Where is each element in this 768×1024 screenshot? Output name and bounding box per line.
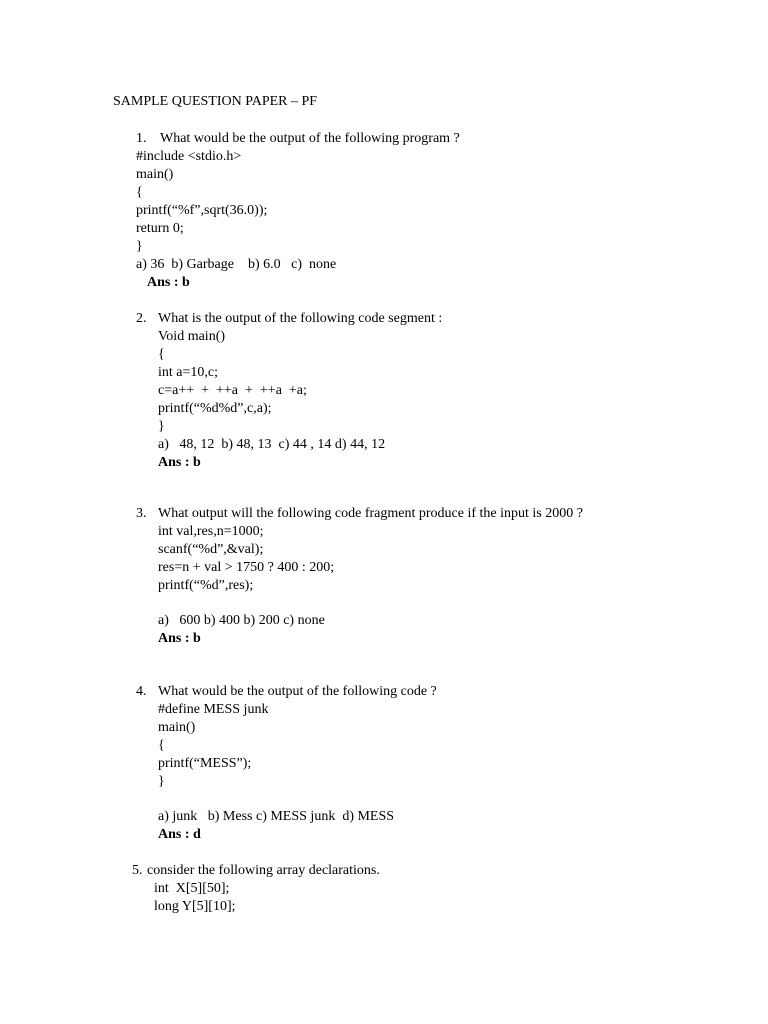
code-line: { (158, 738, 165, 753)
answer-key: Ans : b (147, 275, 190, 290)
answer-key: Ans : d (158, 827, 201, 842)
code-line: { (136, 185, 143, 200)
code-line: Void main() (158, 329, 226, 344)
question-number: 3. (136, 506, 147, 521)
code-line: long Y[5][10]; (154, 899, 236, 914)
question-number: 1. (136, 131, 147, 146)
page-title: SAMPLE QUESTION PAPER – PF (113, 94, 318, 109)
code-line: scanf(“%d”,&val); (158, 542, 264, 557)
code-line: } (136, 239, 143, 254)
code-line: main() (136, 167, 174, 182)
code-line: } (158, 774, 165, 789)
question-prompt: What is the output of the following code segment : (158, 311, 443, 326)
code-line: printf(“MESS”); (158, 756, 252, 771)
code-line: int val,res,n=1000; (158, 524, 264, 539)
code-line: } (158, 419, 165, 434)
code-line: return 0; (136, 221, 184, 236)
code-line: int X[5][50]; (154, 881, 230, 896)
code-line: printf(“%d%d”,c,a); (158, 401, 272, 416)
answer-options: a) junk b) Mess c) MESS junk d) MESS (158, 809, 395, 824)
question-prompt: What output will the following code fragment produce if the input is 2000 ? (158, 506, 583, 521)
code-line: c=a++ + ++a + ++a +a; (158, 383, 307, 398)
question-number: 5. (132, 863, 143, 878)
code-line: { (158, 347, 165, 362)
question-prompt: What would be the output of the following program ? (160, 131, 460, 146)
code-line: res=n + val > 1750 ? 400 : 200; (158, 560, 335, 575)
code-line: printf(“%d”,res); (158, 578, 254, 593)
answer-key: Ans : b (158, 455, 201, 470)
question-prompt: What would be the output of the following code ? (158, 684, 437, 699)
answer-options: a) 48, 12 b) 48, 13 c) 44 , 14 d) 44, 12 (158, 437, 386, 452)
answer-options: a) 600 b) 400 b) 200 c) none (158, 613, 325, 628)
code-line: #include <stdio.h> (136, 149, 242, 164)
code-line: main() (158, 720, 196, 735)
code-line: printf(“%f”,sqrt(36.0)); (136, 203, 268, 218)
question-number: 4. (136, 684, 147, 699)
answer-key: Ans : b (158, 631, 201, 646)
question-number: 2. (136, 311, 147, 326)
question-prompt: consider the following array declarations. (147, 863, 380, 878)
code-line: int a=10,c; (158, 365, 218, 380)
code-line: #define MESS junk (158, 702, 269, 717)
answer-options: a) 36 b) Garbage b) 6.0 c) none (136, 257, 337, 272)
